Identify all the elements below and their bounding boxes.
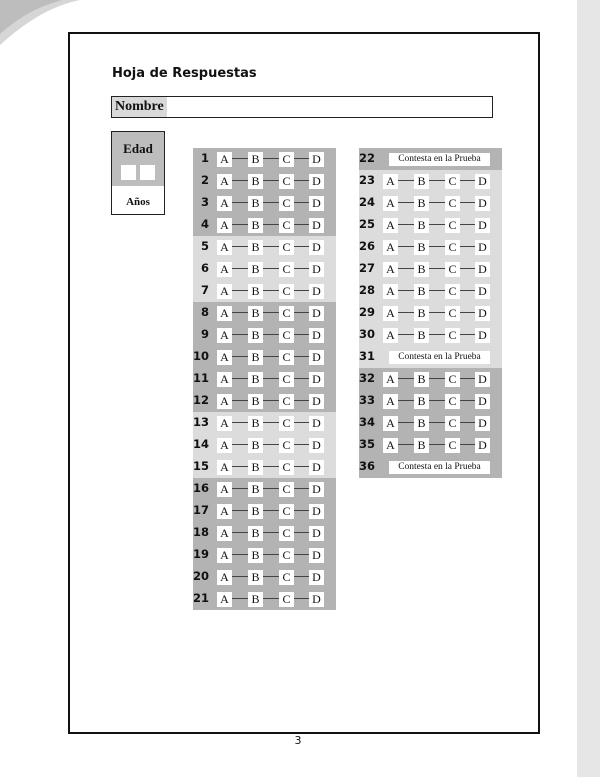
option-bubble-c[interactable]: C [445,438,460,453]
answer-row [193,456,336,478]
option-bubble-a[interactable]: A [217,460,232,475]
question-number: 17 [192,503,209,517]
option-bubble-c[interactable]: C [445,306,460,321]
option-bubble-d[interactable]: D [309,592,324,607]
option-bubble-d[interactable]: D [309,504,324,519]
question-number: 22 [358,151,375,165]
option-connector-line [387,378,487,379]
option-bubble-b[interactable]: B [414,306,429,321]
answer-row [359,280,502,302]
answer-row [359,236,502,258]
option-bubble-c[interactable]: C [279,328,294,343]
answer-row [193,192,336,214]
answer-row [359,346,502,368]
option-bubble-b[interactable]: B [248,504,263,519]
option-bubble-b[interactable]: B [248,328,263,343]
option-bubble-a[interactable]: A [217,372,232,387]
option-connector-line [221,224,321,225]
option-bubble-b[interactable]: B [414,218,429,233]
option-bubble-c[interactable]: C [279,416,294,431]
option-bubble-b[interactable]: B [248,548,263,563]
option-bubble-d[interactable]: D [309,306,324,321]
option-bubble-d[interactable]: D [309,218,324,233]
question-number: 36 [358,459,375,473]
option-bubble-a[interactable]: A [217,240,232,255]
option-bubble-c[interactable]: C [445,284,460,299]
option-bubble-a[interactable]: A [217,570,232,585]
option-bubble-a[interactable]: A [217,262,232,277]
answer-row [359,368,502,390]
option-bubble-d[interactable]: D [309,174,324,189]
option-bubble-a[interactable]: A [383,438,398,453]
question-number: 8 [200,305,209,319]
option-bubble-c[interactable]: C [279,152,294,167]
option-bubble-b[interactable]: B [248,416,263,431]
option-connector-line [387,444,487,445]
option-bubble-a[interactable]: A [217,196,232,211]
option-bubble-b[interactable]: B [248,174,263,189]
question-number: 19 [192,547,209,561]
question-number: 15 [192,459,209,473]
option-bubble-c[interactable]: C [445,262,460,277]
answer-row [359,148,502,170]
answer-row [193,368,336,390]
age-digit-2-field[interactable] [140,165,155,180]
question-number: 4 [200,217,209,231]
question-number: 24 [358,195,375,209]
answer-row [359,390,502,412]
sheet-title: Hoja de Respuestas [112,66,257,81]
answer-row [193,346,336,368]
question-number: 16 [192,481,209,495]
option-bubble-c[interactable]: C [279,262,294,277]
option-bubble-b[interactable]: B [248,240,263,255]
answer-row [193,280,336,302]
question-number: 10 [192,349,209,363]
option-bubble-d[interactable]: D [309,196,324,211]
answer-row [193,390,336,412]
option-connector-line [221,158,321,159]
option-bubble-d[interactable]: D [475,218,490,233]
question-number: 1 [200,151,209,165]
option-connector-line [221,356,321,357]
option-bubble-b[interactable]: B [414,174,429,189]
answer-in-test-note: Contesta en la Prueba [389,461,490,474]
option-connector-line [387,224,487,225]
answer-row [359,456,502,478]
option-bubble-a[interactable]: A [217,592,232,607]
answer-row [193,412,336,434]
option-connector-line [221,532,321,533]
answer-row [193,170,336,192]
option-bubble-d[interactable]: D [309,460,324,475]
answer-row [359,258,502,280]
question-number: 9 [200,327,209,341]
answer-row [193,302,336,324]
question-number: 28 [358,283,375,297]
answer-row [359,434,502,456]
option-connector-line [221,488,321,489]
option-connector-line [221,554,321,555]
option-bubble-d[interactable]: D [475,328,490,343]
answer-row [359,214,502,236]
option-bubble-b[interactable]: B [248,262,263,277]
option-bubble-d[interactable]: D [475,394,490,409]
option-bubble-a[interactable]: A [383,218,398,233]
option-bubble-d[interactable]: D [309,240,324,255]
option-bubble-c[interactable]: C [279,570,294,585]
answer-row [193,588,336,610]
age-units-label: Años [126,196,150,208]
answer-row [359,192,502,214]
option-bubble-d[interactable]: D [309,482,324,497]
option-bubble-a[interactable]: A [217,350,232,365]
age-digit-1-field[interactable] [121,165,136,180]
option-bubble-b[interactable]: B [248,372,263,387]
answer-row [193,324,336,346]
option-bubble-c[interactable]: C [279,196,294,211]
question-number: 18 [192,525,209,539]
option-connector-line [387,312,487,313]
option-bubble-c[interactable]: C [445,416,460,431]
name-field[interactable] [111,96,493,118]
option-bubble-c[interactable]: C [445,240,460,255]
answer-column-1 [193,148,336,610]
option-bubble-a[interactable]: A [217,328,232,343]
question-number: 30 [358,327,375,341]
question-number: 3 [200,195,209,209]
option-bubble-d[interactable]: D [475,174,490,189]
option-bubble-c[interactable]: C [279,548,294,563]
option-bubble-d[interactable]: D [475,262,490,277]
option-connector-line [387,290,487,291]
answer-row [359,412,502,434]
option-connector-line [221,466,321,467]
option-bubble-b[interactable]: B [414,196,429,211]
option-bubble-a[interactable]: A [383,196,398,211]
option-connector-line [387,268,487,269]
answer-row [359,302,502,324]
option-bubble-c[interactable]: C [279,592,294,607]
option-bubble-d[interactable]: D [309,416,324,431]
option-bubble-d[interactable]: D [309,570,324,585]
option-bubble-d[interactable]: D [309,526,324,541]
question-number: 14 [192,437,209,451]
question-number: 31 [358,349,375,363]
option-bubble-c[interactable]: C [279,372,294,387]
option-bubble-d[interactable]: D [475,372,490,387]
option-bubble-a[interactable]: A [383,174,398,189]
option-bubble-d[interactable]: D [475,196,490,211]
question-number: 7 [200,283,209,297]
option-bubble-b[interactable]: B [248,306,263,321]
option-bubble-a[interactable]: A [217,526,232,541]
option-bubble-b[interactable]: B [248,350,263,365]
option-bubble-d[interactable]: D [475,306,490,321]
option-bubble-d[interactable]: D [309,152,324,167]
option-connector-line [387,246,487,247]
option-bubble-d[interactable]: D [309,262,324,277]
option-bubble-a[interactable]: A [217,218,232,233]
option-connector-line [221,444,321,445]
option-bubble-b[interactable]: B [414,240,429,255]
option-bubble-c[interactable]: C [279,438,294,453]
option-bubble-c[interactable]: C [279,526,294,541]
page-edge-strip [577,0,600,777]
question-number: 6 [200,261,209,275]
option-bubble-b[interactable]: B [248,284,263,299]
option-bubble-d[interactable]: D [309,548,324,563]
question-number: 11 [192,371,209,385]
option-bubble-c[interactable]: C [445,328,460,343]
option-bubble-a[interactable]: A [217,284,232,299]
option-connector-line [221,400,321,401]
answer-row [359,324,502,346]
question-number: 34 [358,415,375,429]
question-number: 21 [192,591,209,605]
option-connector-line [221,202,321,203]
option-connector-line [221,576,321,577]
option-connector-line [221,510,321,511]
option-bubble-a[interactable]: A [217,548,232,563]
question-number: 5 [200,239,209,253]
option-connector-line [387,180,487,181]
option-bubble-c[interactable]: C [279,240,294,255]
option-connector-line [221,290,321,291]
option-bubble-b[interactable]: B [248,196,263,211]
option-bubble-c[interactable]: C [279,482,294,497]
option-bubble-b[interactable]: B [248,570,263,585]
answer-row [193,500,336,522]
option-bubble-b[interactable]: B [248,460,263,475]
option-bubble-c[interactable]: C [279,504,294,519]
option-bubble-b[interactable]: B [248,526,263,541]
option-bubble-a[interactable]: A [217,152,232,167]
option-connector-line [387,334,487,335]
option-bubble-a[interactable]: A [217,482,232,497]
option-bubble-a[interactable]: A [217,504,232,519]
option-connector-line [221,334,321,335]
option-bubble-a[interactable]: A [383,284,398,299]
option-bubble-b[interactable]: B [414,262,429,277]
option-bubble-d[interactable]: D [309,372,324,387]
option-connector-line [221,268,321,269]
option-bubble-b[interactable]: B [248,482,263,497]
option-bubble-a[interactable]: A [217,416,232,431]
option-connector-line [387,422,487,423]
option-bubble-b[interactable]: B [248,218,263,233]
option-bubble-c[interactable]: C [279,460,294,475]
question-number: 26 [358,239,375,253]
question-number: 23 [358,173,375,187]
option-bubble-c[interactable]: C [445,394,460,409]
option-bubble-c[interactable]: C [445,218,460,233]
option-bubble-d[interactable]: D [309,438,324,453]
question-number: 20 [192,569,209,583]
option-bubble-a[interactable]: A [217,174,232,189]
question-number: 13 [192,415,209,429]
question-number: 2 [200,173,209,187]
option-bubble-d[interactable]: D [309,394,324,409]
option-connector-line [221,312,321,313]
option-bubble-d[interactable]: D [475,438,490,453]
option-bubble-a[interactable]: A [383,262,398,277]
option-connector-line [387,400,487,401]
option-bubble-b[interactable]: B [414,394,429,409]
page-number: 3 [294,734,302,747]
option-connector-line [221,180,321,181]
question-number: 25 [358,217,375,231]
option-bubble-b[interactable]: B [248,438,263,453]
option-bubble-c[interactable]: C [445,174,460,189]
option-connector-line [221,422,321,423]
answer-in-test-note: Contesta en la Prueba [389,153,490,166]
answer-row [193,258,336,280]
option-bubble-d[interactable]: D [309,284,324,299]
answer-in-test-note: Contesta en la Prueba [389,351,490,364]
answer-row [193,566,336,588]
option-bubble-a[interactable]: A [383,372,398,387]
option-bubble-c[interactable]: C [279,306,294,321]
option-bubble-a[interactable]: A [217,306,232,321]
option-bubble-c[interactable]: C [445,372,460,387]
answer-row [193,236,336,258]
question-number: 32 [358,371,375,385]
option-connector-line [221,246,321,247]
option-bubble-b[interactable]: B [414,416,429,431]
question-number: 35 [358,437,375,451]
option-bubble-c[interactable]: C [279,174,294,189]
option-bubble-b[interactable]: B [248,152,263,167]
option-bubble-d[interactable]: D [475,416,490,431]
answer-row [359,170,502,192]
answer-row [193,148,336,170]
answer-row [193,214,336,236]
option-bubble-b[interactable]: B [414,328,429,343]
answer-row [193,478,336,500]
option-connector-line [387,202,487,203]
option-connector-line [221,378,321,379]
option-bubble-b[interactable]: B [414,372,429,387]
option-bubble-d[interactable]: D [309,328,324,343]
question-number: 27 [358,261,375,275]
option-bubble-c[interactable]: C [445,196,460,211]
option-bubble-b[interactable]: B [248,394,263,409]
option-bubble-d[interactable]: D [309,350,324,365]
option-bubble-a[interactable]: A [383,240,398,255]
option-bubble-c[interactable]: C [279,218,294,233]
option-bubble-a[interactable]: A [217,438,232,453]
option-bubble-a[interactable]: A [383,306,398,321]
question-number: 29 [358,305,375,319]
option-bubble-c[interactable]: C [279,350,294,365]
answer-row [193,434,336,456]
option-bubble-a[interactable]: A [383,328,398,343]
question-number: 33 [358,393,375,407]
option-bubble-a[interactable]: A [383,416,398,431]
answer-row [193,522,336,544]
option-bubble-b[interactable]: B [414,438,429,453]
option-connector-line [221,598,321,599]
age-label: Edad [123,141,153,156]
option-bubble-a[interactable]: A [217,394,232,409]
answer-column-2 [359,148,502,478]
question-number: 12 [192,393,209,407]
option-bubble-d[interactable]: D [475,240,490,255]
option-bubble-b[interactable]: B [248,592,263,607]
option-bubble-c[interactable]: C [279,394,294,409]
option-bubble-c[interactable]: C [279,284,294,299]
answer-row [193,544,336,566]
age-box [111,131,165,215]
option-bubble-d[interactable]: D [475,284,490,299]
name-label: Nombre [112,97,167,117]
option-bubble-b[interactable]: B [414,284,429,299]
option-bubble-a[interactable]: A [383,394,398,409]
